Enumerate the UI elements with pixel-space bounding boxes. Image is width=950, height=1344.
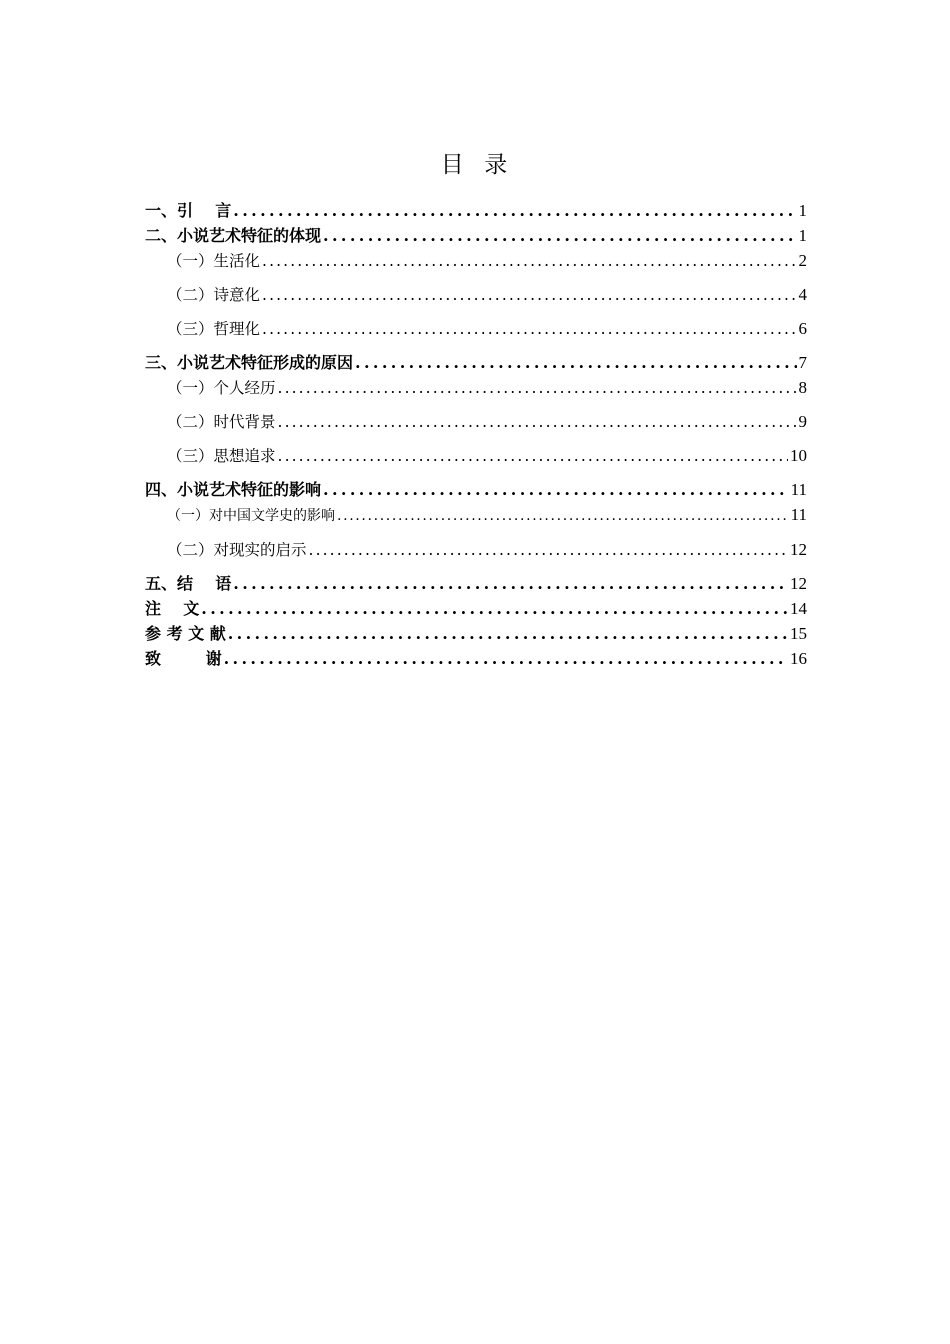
toc-entry-label: （一）个人经历 xyxy=(167,379,276,397)
toc-leader-dots xyxy=(262,283,796,308)
toc-entry-label: （二）对现实的启示 xyxy=(167,541,307,559)
toc-entry-label: 致 谢 xyxy=(145,649,222,668)
toc-entry-label: （三）哲理化 xyxy=(167,320,261,338)
toc-entry-conclusion[interactable] xyxy=(145,571,807,596)
toc-entry-label: （二）时代背景 xyxy=(167,413,276,431)
toc-page-number: 10 xyxy=(790,446,807,465)
toc-leader-dots xyxy=(278,410,797,435)
toc-entry-4-1[interactable] xyxy=(145,502,807,529)
toc-page-number: 1 xyxy=(798,201,807,220)
toc-entry-section-4[interactable] xyxy=(145,477,807,502)
toc-entry-label: 注 文 xyxy=(145,599,200,618)
toc-leader-dots xyxy=(323,223,796,248)
toc-page-number: 15 xyxy=(790,624,807,643)
toc-page-number: 4 xyxy=(798,285,807,304)
toc-entry-label: 三、小说艺术特征形成的原因 xyxy=(145,353,354,372)
toc-entry-label: （一）生活化 xyxy=(167,252,261,270)
toc-entry-label: 参 考 文 献 xyxy=(145,624,226,643)
toc-leader-dots xyxy=(262,317,796,342)
toc-leader-dots xyxy=(201,596,788,621)
toc-entry-label: 五、结 语 xyxy=(145,574,232,593)
toc-entry-label: （一）对中国文学史的影响 xyxy=(167,508,335,524)
toc-entry-section-2[interactable] xyxy=(145,223,807,248)
toc-entry-label: （三）思想追求 xyxy=(167,447,276,465)
toc-leader-dots xyxy=(309,538,788,563)
toc-page-number: 1 xyxy=(798,226,807,245)
toc-leader-dots xyxy=(355,350,796,375)
toc-leader-dots xyxy=(337,504,789,529)
toc-title: 目 录 xyxy=(440,152,510,178)
toc-leader-dots xyxy=(233,571,788,596)
toc-leader-dots xyxy=(224,646,788,671)
toc-page-number: 11 xyxy=(790,480,807,499)
toc-entry-3-1[interactable] xyxy=(145,375,807,401)
toc-entry-label: 一、引 言 xyxy=(145,201,232,220)
toc-entry-3-3[interactable] xyxy=(145,443,807,469)
toc-leader-dots xyxy=(278,376,797,401)
toc-leader-dots xyxy=(278,444,788,469)
toc-page-number: 16 xyxy=(790,649,807,668)
toc-page-number: 8 xyxy=(798,378,807,397)
toc-leader-dots xyxy=(262,249,796,274)
toc-leader-dots xyxy=(323,477,789,502)
toc-entry-label: 四、小说艺术特征的影响 xyxy=(145,480,322,499)
toc-entry-2-1[interactable] xyxy=(145,248,807,274)
toc-page-number: 6 xyxy=(798,319,807,338)
toc-page-number: 12 xyxy=(790,540,807,559)
toc-entry-introduction[interactable] xyxy=(145,198,807,223)
toc-page-number: 11 xyxy=(790,505,807,524)
toc-entry-3-2[interactable] xyxy=(145,409,807,435)
toc-entry-acknowledgements[interactable] xyxy=(145,646,807,671)
toc-entry-references[interactable] xyxy=(145,621,807,646)
toc-entry-label: 二、小说艺术特征的体现 xyxy=(145,226,322,245)
toc-entry-2-3[interactable] xyxy=(145,316,807,342)
toc-leader-dots xyxy=(228,621,788,646)
toc-entry-section-3[interactable] xyxy=(145,350,807,375)
toc-entry-notes[interactable] xyxy=(145,596,807,621)
toc-page-number: 9 xyxy=(798,412,807,431)
toc-entry-4-2[interactable] xyxy=(145,537,807,563)
toc-page-number: 2 xyxy=(798,251,807,270)
toc-leader-dots xyxy=(233,198,796,223)
toc-page-number: 14 xyxy=(790,599,807,618)
toc-entry-2-2[interactable] xyxy=(145,282,807,308)
toc-page-number: 12 xyxy=(790,574,807,593)
toc-page-number: 7 xyxy=(798,353,807,372)
table-of-contents xyxy=(145,198,807,671)
toc-entry-label: （二）诗意化 xyxy=(167,286,261,304)
